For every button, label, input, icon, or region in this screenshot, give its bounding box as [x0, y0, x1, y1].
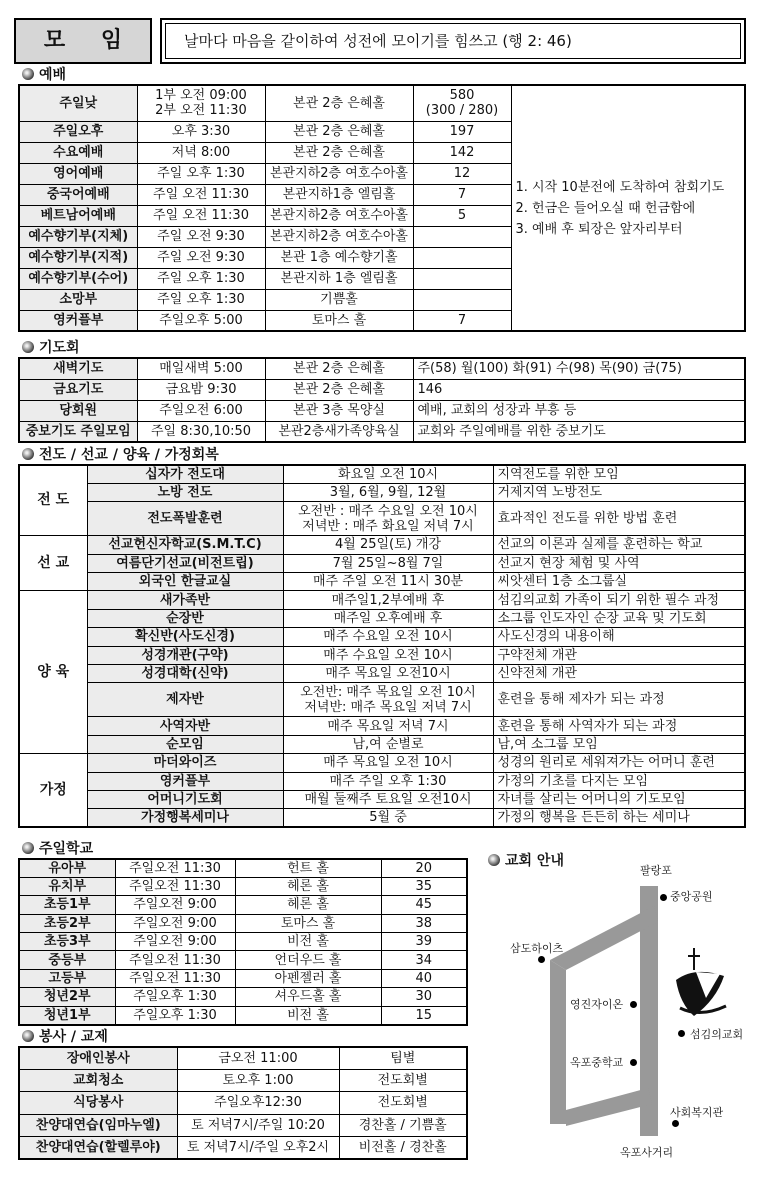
service-group-cell: 전도회별 — [339, 1092, 467, 1114]
ministry-time-cell: 7월 25일~8월 7일 — [283, 554, 493, 572]
school-time-cell: 주일오전 11:30 — [115, 969, 235, 987]
table-row — [19, 896, 467, 914]
school-dept-cell: 고등부 — [19, 969, 115, 987]
ministry-desc-cell: 사도신경의 내용이해 — [493, 628, 745, 646]
marker-dot — [660, 894, 667, 901]
table-row — [19, 969, 467, 987]
school-place-cell: 언더우드 홀 — [235, 951, 381, 969]
table-row — [19, 573, 745, 591]
lower-road — [566, 1088, 652, 1126]
ministry-desc-cell: 신약전체 개관 — [493, 665, 745, 683]
ministry-section-title: 전도 / 선교 / 양육 / 가정회복 — [22, 446, 219, 464]
table-row — [19, 628, 745, 646]
church-map — [480, 848, 756, 1180]
prayer-place-cell: 본관 2층 은혜홀 — [265, 358, 413, 379]
ministry-desc-cell: 씨앗센터 1층 소그룹실 — [493, 573, 745, 591]
school-dept-cell: 유치부 — [19, 877, 115, 895]
school-count-cell: 15 — [381, 1006, 467, 1024]
school-dept-cell: 중등부 — [19, 951, 115, 969]
ministry-desc-cell: 구약전체 개관 — [493, 646, 745, 664]
ministry-desc-cell: 훈련을 통해 제자가 되는 과정 — [493, 683, 745, 717]
table-row — [19, 1137, 467, 1159]
ministry-name-cell: 전도폭발훈련 — [87, 502, 283, 536]
school-place-cell: 아펜젤러 홀 — [235, 969, 381, 987]
service-name-cell: 찬양대연습(임마누엘) — [19, 1114, 177, 1136]
worship-note: 3. 예배 후 퇴장은 앞자리부터 — [515, 221, 683, 237]
service-name-cell: 장애인봉사 — [19, 1047, 177, 1069]
bullet-icon — [22, 68, 34, 80]
ministry-desc-cell: 지역전도를 위한 모임 — [493, 465, 745, 483]
worship-place-cell: 본관 1층 예수향기홀 — [265, 247, 413, 268]
service-time-cell: 토 저녁7시/주일 오후2시 — [177, 1137, 339, 1159]
bullet-icon — [22, 842, 34, 854]
school-count-cell: 40 — [381, 969, 467, 987]
ministry-name-cell: 확신반(사도신경) — [87, 628, 283, 646]
ministry-time-cell: 5월 중 — [283, 809, 493, 827]
table-row — [19, 483, 745, 501]
school-time-cell: 주일오전 9:00 — [115, 914, 235, 932]
service-name-cell: 찬양대연습(할렐루야) — [19, 1137, 177, 1159]
table-row — [19, 809, 745, 827]
school-time-cell: 주일오전 9:00 — [115, 933, 235, 951]
service-table — [18, 1046, 468, 1160]
ministry-time-cell: 매주 목요일 저녁 7시 — [283, 717, 493, 735]
worship-name-cell: 영어예배 — [19, 163, 137, 184]
table-row — [19, 933, 467, 951]
worship-time-cell: 주일 오전 9:30 — [137, 226, 265, 247]
worship-table — [18, 84, 746, 332]
worship-place-cell: 본관지하1층 엘림홀 — [265, 184, 413, 205]
school-place-cell: 비전 홀 — [235, 933, 381, 951]
worship-name-cell: 수요예배 — [19, 142, 137, 163]
ministry-desc-cell: 섬김의교회 가족이 되기 위한 필수 과정 — [493, 591, 745, 609]
ministry-name-cell: 순모임 — [87, 735, 283, 753]
ministry-desc-cell: 선교의 이론과 실제를 훈련하는 학교 — [493, 536, 745, 554]
prayer-name-cell: 새벽기도 — [19, 358, 137, 379]
marker-dot — [630, 1001, 637, 1008]
school-dept-cell: 초등1부 — [19, 896, 115, 914]
worship-name-cell: 소망부 — [19, 289, 137, 310]
worship-count-cell: 580 (300 / 280) — [413, 85, 511, 121]
section-tag: 모 임 — [14, 18, 152, 64]
service-group-cell: 비전홀 / 경찬홀 — [339, 1137, 467, 1159]
worship-name-cell: 주일낮 — [19, 85, 137, 121]
ministry-group-cell: 양 육 — [19, 591, 87, 754]
worship-time-cell: 주일 오후 1:30 — [137, 268, 265, 289]
worship-section-title: 예배 — [22, 66, 66, 84]
ministry-desc-cell: 가정의 기초를 다지는 모임 — [493, 772, 745, 790]
service-time-cell: 주일오후12:30 — [177, 1092, 339, 1114]
prayer-time-cell: 금요밤 9:30 — [137, 379, 265, 400]
ministry-name-cell: 십자가 전도대 — [87, 465, 283, 483]
table-row — [19, 591, 745, 609]
church-logo-icon — [676, 948, 726, 1016]
prayer-name-cell: 금요기도 — [19, 379, 137, 400]
prayer-info-cell: 교회와 주일예배를 위한 중보기도 — [413, 421, 745, 442]
worship-place-cell: 본관지하2층 여호수아홀 — [265, 163, 413, 184]
worship-time-cell: 주일오후 5:00 — [137, 310, 265, 331]
ministry-name-cell: 영커플부 — [87, 772, 283, 790]
motto-verse: 날마다 마음을 같이하여 성전에 모이기를 힘쓰고 (행 2: 46) — [160, 18, 746, 64]
worship-place-cell: 본관지하2층 여호수아홀 — [265, 226, 413, 247]
school-time-cell: 주일오후 1:30 — [115, 988, 235, 1006]
prayer-place-cell: 본관 3층 목양실 — [265, 400, 413, 421]
ministry-time-cell: 매주 목요일 오전10시 — [283, 665, 493, 683]
sunday-school-section-title: 주일학교 — [22, 840, 93, 858]
ministry-desc-cell: 가정의 행복을 든든히 하는 세미나 — [493, 809, 745, 827]
prayer-time-cell: 주일오전 6:00 — [137, 400, 265, 421]
ministry-time-cell: 화요일 오전 10시 — [283, 465, 493, 483]
label-yeongjin-zion: 영진자이온 — [570, 998, 624, 1011]
worship-time-cell: 주일 오전 11:30 — [137, 184, 265, 205]
table-row — [19, 609, 745, 627]
table-row — [19, 859, 467, 877]
ministry-time-cell: 오전반: 매주 목요일 오전 10시 저녁반: 매주 목요일 저녁 7시 — [283, 683, 493, 717]
worship-time-cell: 주일 오전 9:30 — [137, 247, 265, 268]
ministry-name-cell: 순장반 — [87, 609, 283, 627]
worship-name-cell: 주일오후 — [19, 121, 137, 142]
ministry-desc-cell: 자녀를 살리는 어머니의 기도모임 — [493, 790, 745, 808]
worship-count-cell — [413, 268, 511, 289]
ministry-time-cell: 매주 주일 오후 1:30 — [283, 772, 493, 790]
ministry-group-cell: 가정 — [19, 754, 87, 828]
prayer-section-title: 기도회 — [22, 339, 80, 357]
bullet-icon — [22, 341, 34, 353]
worship-name-cell: 예수향기부(지체) — [19, 226, 137, 247]
ministry-name-cell: 어머니기도회 — [87, 790, 283, 808]
ministry-desc-cell: 거제지역 노방전도 — [493, 483, 745, 501]
worship-place-cell: 본관지하2층 여호수아홀 — [265, 205, 413, 226]
table-row — [19, 646, 745, 664]
worship-count-cell — [413, 247, 511, 268]
table-row — [19, 951, 467, 969]
marker-dot — [678, 1030, 685, 1037]
worship-count-cell: 197 — [413, 121, 511, 142]
school-count-cell: 38 — [381, 914, 467, 932]
ministry-desc-cell: 훈련을 통해 사역자가 되는 과정 — [493, 717, 745, 735]
school-place-cell: 비전 홀 — [235, 1006, 381, 1024]
worship-count-cell: 7 — [413, 184, 511, 205]
label-church: 섬김의교회 — [690, 1028, 744, 1041]
ministry-name-cell: 성경개관(구약) — [87, 646, 283, 664]
worship-place-cell: 본관지하 1층 엘림홀 — [265, 268, 413, 289]
table-row — [19, 665, 745, 683]
ministry-name-cell: 여름단기선교(비전트립) — [87, 554, 283, 572]
label-palrangpo: 팔랑포 — [640, 864, 672, 877]
table-row — [19, 1047, 467, 1069]
table-row — [19, 988, 467, 1006]
school-time-cell: 주일오전 11:30 — [115, 859, 235, 877]
marker-dot — [538, 956, 545, 963]
ministry-group-cell: 전 도 — [19, 465, 87, 536]
prayer-time-cell: 주일 8:30,10:50 — [137, 421, 265, 442]
worship-name-cell: 중국어예배 — [19, 184, 137, 205]
table-row — [19, 772, 745, 790]
worship-note: 1. 시작 10분전에 도착하여 참회기도 — [515, 179, 725, 195]
service-name-cell: 교회청소 — [19, 1069, 177, 1091]
school-time-cell: 주일오전 9:00 — [115, 896, 235, 914]
school-time-cell: 주일오후 1:30 — [115, 1006, 235, 1024]
sunday-school-table — [18, 858, 468, 1026]
school-count-cell: 20 — [381, 859, 467, 877]
service-group-cell: 팀별 — [339, 1047, 467, 1069]
ministry-time-cell: 매주 수요일 오전 10시 — [283, 646, 493, 664]
prayer-info-cell: 146 — [413, 379, 745, 400]
worship-time-cell: 저녁 8:00 — [137, 142, 265, 163]
service-time-cell: 토 저녁7시/주일 10:20 — [177, 1114, 339, 1136]
school-count-cell: 39 — [381, 933, 467, 951]
worship-count-cell: 7 — [413, 310, 511, 331]
table-row — [19, 717, 745, 735]
table-row — [19, 502, 745, 536]
label-welfare-center: 사회복지관 — [670, 1106, 724, 1119]
table-row — [19, 379, 745, 400]
school-dept-cell: 청년1부 — [19, 1006, 115, 1024]
ministry-time-cell: 남,여 순별로 — [283, 735, 493, 753]
ministry-time-cell: 매주 목요일 오전 10시 — [283, 754, 493, 772]
worship-count-cell — [413, 289, 511, 310]
school-place-cell: 헌트 홀 — [235, 859, 381, 877]
label-okpo-crossroad: 옥포사거리 — [620, 1146, 674, 1159]
table-row — [19, 465, 745, 483]
service-group-cell: 경찬홀 / 기쁨홀 — [339, 1114, 467, 1136]
service-name-cell: 식당봉사 — [19, 1092, 177, 1114]
ministry-desc-cell: 효과적인 전도를 위한 방법 훈련 — [493, 502, 745, 536]
prayer-name-cell: 중보기도 주일모임 — [19, 421, 137, 442]
worship-note: 2. 헌금은 들어오실 때 헌금함에 — [515, 200, 696, 216]
ministry-time-cell: 매주일1,2부예배 후 — [283, 591, 493, 609]
school-count-cell: 35 — [381, 877, 467, 895]
table-row — [19, 1092, 467, 1114]
school-dept-cell: 초등3부 — [19, 933, 115, 951]
table-row — [19, 1114, 467, 1136]
school-dept-cell: 초등2부 — [19, 914, 115, 932]
service-time-cell: 토오후 1:00 — [177, 1069, 339, 1091]
school-dept-cell: 유아부 — [19, 859, 115, 877]
left-road — [550, 960, 566, 1124]
ministry-time-cell: 매월 둘째주 토요일 오전10시 — [283, 790, 493, 808]
worship-time-cell: 오후 3:30 — [137, 121, 265, 142]
ministry-time-cell: 매주 수요일 오전 10시 — [283, 628, 493, 646]
ministry-desc-cell: 남,여 소그룹 모임 — [493, 735, 745, 753]
prayer-info-cell: 예배, 교회의 성장과 부흥 등 — [413, 400, 745, 421]
service-group-cell: 전도회별 — [339, 1069, 467, 1091]
prayer-info-cell: 주(58) 월(100) 화(91) 수(98) 목(90) 금(75) — [413, 358, 745, 379]
school-time-cell: 주일오전 11:30 — [115, 877, 235, 895]
table-row — [19, 1006, 467, 1024]
school-place-cell: 셔우드홀 홀 — [235, 988, 381, 1006]
school-place-cell: 토마스 홀 — [235, 914, 381, 932]
table-row — [19, 536, 745, 554]
school-count-cell: 45 — [381, 896, 467, 914]
table-row — [19, 877, 467, 895]
ministry-name-cell: 새가족반 — [87, 591, 283, 609]
ministry-name-cell: 제자반 — [87, 683, 283, 717]
table-row — [19, 914, 467, 932]
worship-count-cell: 12 — [413, 163, 511, 184]
table-row — [19, 85, 745, 121]
prayer-place-cell: 본관 2층 은혜홀 — [265, 379, 413, 400]
worship-name-cell: 영커플부 — [19, 310, 137, 331]
table-row — [19, 358, 745, 379]
prayer-table — [18, 357, 746, 443]
prayer-place-cell: 본관2층새가족양육실 — [265, 421, 413, 442]
worship-place-cell: 기쁨홀 — [265, 289, 413, 310]
ministry-time-cell: 매주일 오후예배 후 — [283, 609, 493, 627]
school-time-cell: 주일오전 11:30 — [115, 951, 235, 969]
worship-place-cell: 토마스 홀 — [265, 310, 413, 331]
ministry-desc-cell: 소그룹 인도자인 순장 교육 및 기도회 — [493, 609, 745, 627]
marker-dot — [630, 1059, 637, 1066]
bullet-icon — [22, 1030, 34, 1042]
table-row — [19, 1069, 467, 1091]
table-row — [19, 735, 745, 753]
prayer-name-cell: 당회원 — [19, 400, 137, 421]
label-samdo-heights: 삼도하이츠 — [510, 942, 564, 955]
worship-name-cell: 예수향기부(지적) — [19, 247, 137, 268]
ministry-table — [18, 464, 746, 828]
ministry-desc-cell: 선교지 현장 체험 및 사역 — [493, 554, 745, 572]
worship-time-cell: 주일 오후 1:30 — [137, 163, 265, 184]
service-time-cell: 금오전 11:00 — [177, 1047, 339, 1069]
table-row — [19, 754, 745, 772]
worship-place-cell: 본관 2층 은혜홀 — [265, 142, 413, 163]
page-header — [14, 18, 746, 64]
worship-notes-cell — [511, 85, 745, 331]
ministry-name-cell: 성경대학(신약) — [87, 665, 283, 683]
table-row — [19, 400, 745, 421]
worship-place-cell: 본관 2층 은혜홀 — [265, 85, 413, 121]
school-count-cell: 30 — [381, 988, 467, 1006]
ministry-time-cell: 3월, 6월, 9월, 12월 — [283, 483, 493, 501]
label-central-park: 중앙공원 — [670, 890, 713, 903]
ministry-time-cell: 오전반 : 매주 수요일 오전 10시 저녁반 : 매주 화요일 저녁 7시 — [283, 502, 493, 536]
table-row — [19, 554, 745, 572]
table-row — [19, 790, 745, 808]
ministry-time-cell: 4월 25일(토) 개강 — [283, 536, 493, 554]
ministry-name-cell: 마더와이즈 — [87, 754, 283, 772]
ministry-name-cell: 외국인 한글교실 — [87, 573, 283, 591]
ministry-name-cell: 노방 전도 — [87, 483, 283, 501]
school-dept-cell: 청년2부 — [19, 988, 115, 1006]
school-place-cell: 헤론 홀 — [235, 877, 381, 895]
ministry-group-cell: 선 교 — [19, 536, 87, 591]
service-section-title: 봉사 / 교제 — [22, 1028, 108, 1046]
table-row — [19, 683, 745, 717]
map-section-title: 교회 안내 — [488, 852, 564, 870]
worship-count-cell: 142 — [413, 142, 511, 163]
worship-place-cell: 본관 2층 은혜홀 — [265, 121, 413, 142]
worship-count-cell: 5 — [413, 205, 511, 226]
worship-name-cell: 베트남어예배 — [19, 205, 137, 226]
ministry-name-cell: 사역자반 — [87, 717, 283, 735]
worship-count-cell — [413, 226, 511, 247]
table-row — [19, 421, 745, 442]
school-place-cell: 헤론 홀 — [235, 896, 381, 914]
worship-name-cell: 예수향기부(수어) — [19, 268, 137, 289]
marker-dot — [672, 1120, 679, 1127]
worship-time-cell: 주일 오후 1:30 — [137, 289, 265, 310]
ministry-name-cell: 가정행복세미나 — [87, 809, 283, 827]
ministry-name-cell: 선교헌신자학교(S.M.T.C) — [87, 536, 283, 554]
worship-time-cell: 1부 오전 09:00 2부 오전 11:30 — [137, 85, 265, 121]
label-okpo-middle-school: 옥포중학교 — [570, 1056, 624, 1069]
road-map-graphic — [480, 848, 756, 1180]
ministry-desc-cell: 성경의 원리로 세워져가는 어머니 훈련 — [493, 754, 745, 772]
prayer-time-cell: 매일새벽 5:00 — [137, 358, 265, 379]
worship-time-cell: 주일 오전 11:30 — [137, 205, 265, 226]
school-count-cell: 34 — [381, 951, 467, 969]
bullet-icon — [22, 448, 34, 460]
ministry-time-cell: 매주 주일 오전 11시 30분 — [283, 573, 493, 591]
